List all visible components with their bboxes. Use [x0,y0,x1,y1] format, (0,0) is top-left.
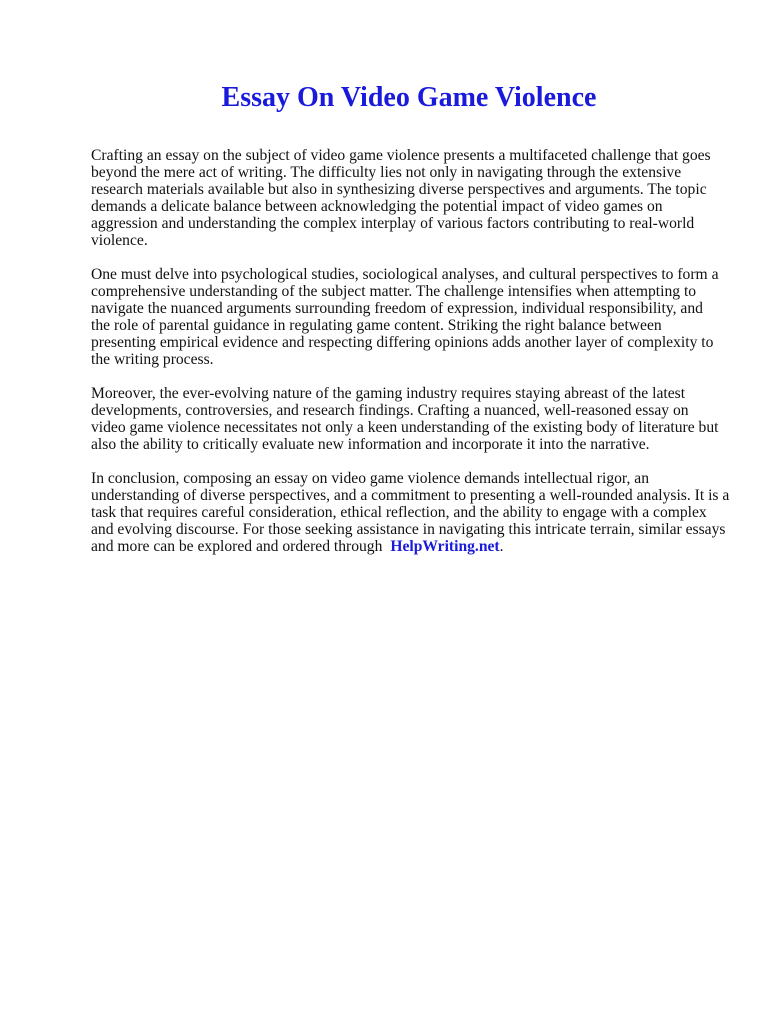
document-body [91,147,731,572]
paragraph-3: Moreover, the ever-evolving nature of the gaming industry requires staying abreast of the latest developments, controversies, and research findings. Crafting a nuanced, well-reasoned essay on video game violence necessitates not only a keen understanding of the existing body of literature but also the ability to critically evaluate new information and incorporate it into the narrative. [91,385,719,453]
document-title: Essay On Video Game Violence [221,82,597,113]
conclusion-period: . [499,538,504,555]
paragraph-2: One must delve into psychological studies, sociological analyses, and cultural perspectives to form a comprehensive understanding of the subject matter. The challenge intensifies when attempting to navigate the nuanced arguments surrounding freedom of expression, individual responsibility, and the role of parental guidance in regulating game content. Striking the right balance between presenting empirical evidence and respecting differing opinions adds another layer of complexity to the writing process. [91,266,719,368]
conclusion-text: In conclusion, composing an essay on video game violence demands intellectual rigor, an understanding of diverse perspectives, and a commitment to presenting a well-rounded analysis. It is a task that requires careful consideration, ethical reflection, and the ability to engage with a complex and evolving discourse. For those seeking assistance in navigating this intricate terrain, similar essays and more can be explored and ordered through [91,470,730,555]
helpwriting-link[interactable]: HelpWriting.net [390,538,500,555]
paragraph-1: Crafting an essay on the subject of video game violence presents a multifaceted challenge that goes beyond the mere act of writing. The difficulty lies not only in navigating through the extensive research materials available but also in synthesizing diverse perspectives and arguments. The topic demands a delicate balance between acknowledging the potential impact of video games on aggression and understanding the complex interplay of various factors contributing to real-world violence. [91,147,711,249]
paragraph-conclusion [91,470,731,555]
